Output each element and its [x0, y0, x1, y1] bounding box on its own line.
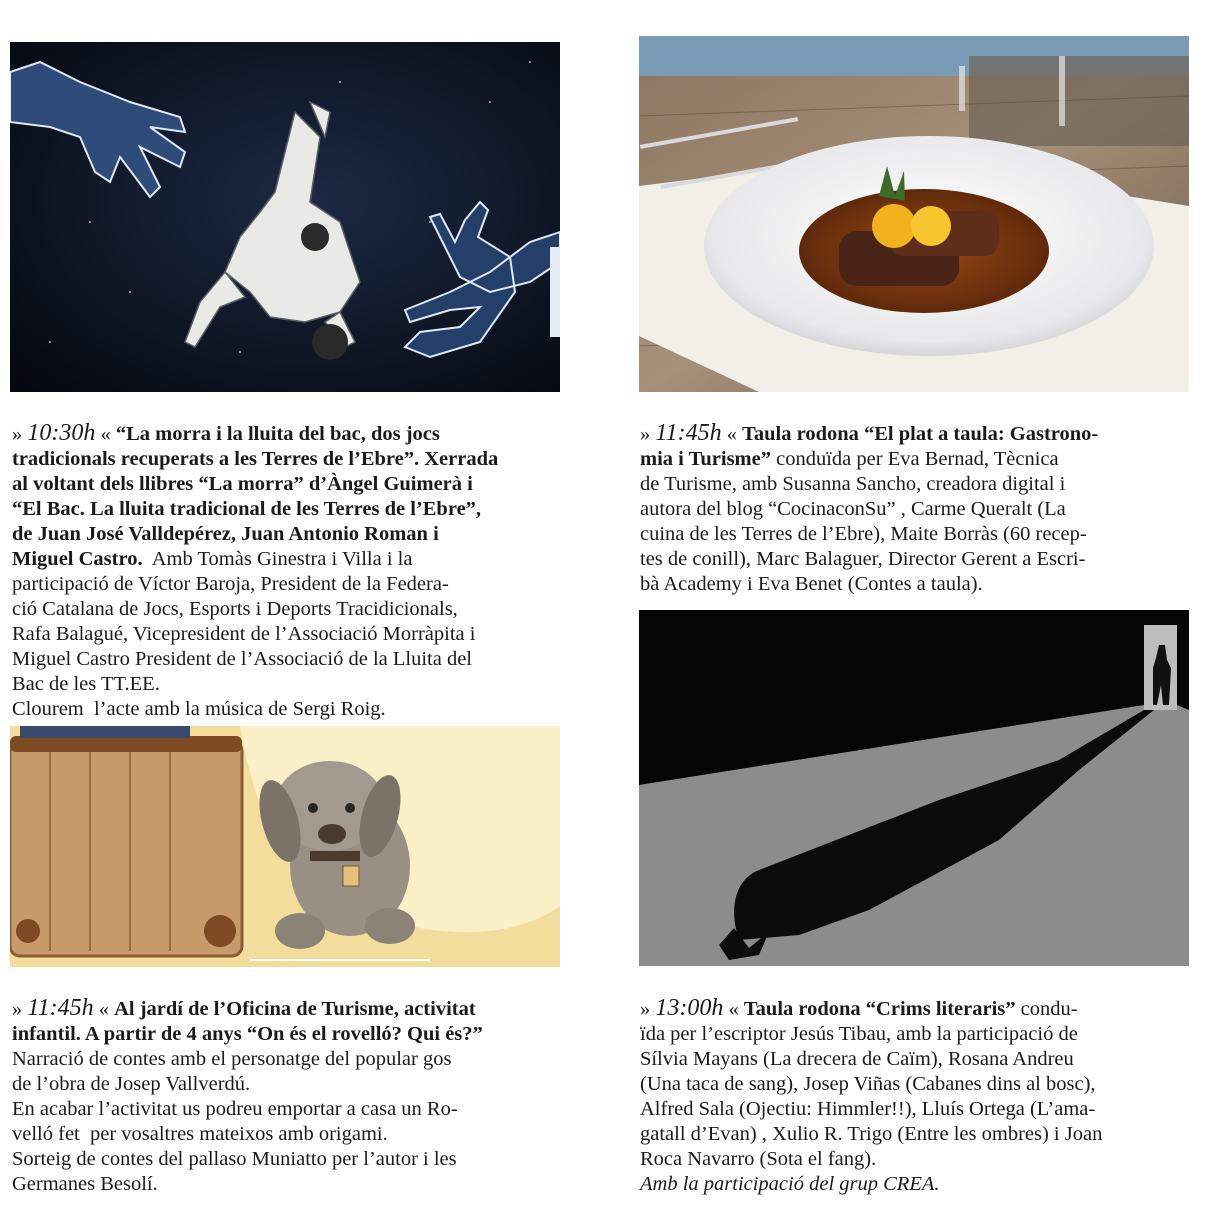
event-line: ïda per l’escriptor Jesús Tibau, amb la participació de [640, 1023, 1078, 1045]
event-line: Narració de contes amb el personatge del popular gos [12, 1048, 452, 1070]
event-taula-gastronomia [640, 421, 1098, 597]
event-line: Alfred Sala (Ojectiu: Himmler!!), Lluís Ortega (L’ama- [640, 1098, 1096, 1120]
event-time: 13:00h [655, 995, 724, 1021]
event-line: » 11:45h « Taula rodona “El plat a taula: Gastrono- [640, 420, 1099, 446]
event-line [640, 1172, 1102, 1197]
event-time: 10:30h [27, 420, 96, 446]
event-line: » 11:45h « Al jardí de l’Oficina de Turisme, activitat [12, 995, 476, 1021]
image-lluita-del-bac [10, 42, 560, 392]
event-morra [12, 421, 498, 722]
event-line: de l’obra de Josep Vallverdú. [12, 1073, 251, 1095]
event-line: cuina de les Terres de l’Ebre), Maite Borràs (60 recep- [640, 523, 1087, 545]
event-line: autora del blog “CocinaconSu” , Carme Queralt (La [640, 498, 1066, 520]
event-line: (Una taca de sang), Josep Viñas (Cabanes dins al bosc), [640, 1073, 1096, 1095]
event-line: participació de Víctor Baroja, President de la Federa- [12, 573, 449, 595]
event-line: ció Catalana de Jocs, Esports i Deports Tracidicionals, [12, 598, 458, 620]
event-time: 11:45h [655, 420, 722, 446]
event-line: Germanes Besolí. [12, 1173, 158, 1195]
image-rovello [10, 726, 560, 967]
event-line: » 13:00h « Taula rodona “Crims literaris” condu- [640, 995, 1078, 1021]
event-crims [640, 996, 1102, 1197]
event-line: Rafa Balagué, Vicepresident de l’Associació Morràpita i [12, 623, 476, 645]
event-note: Amb la participació del grup CREA. [640, 1173, 940, 1195]
event-line: “El Bac. La lluita tradicional de les Terres de l’Ebre”, [12, 498, 482, 520]
event-line: Clourem l’acte amb la música de Sergi Roig. [12, 698, 386, 720]
event-line: gatall d’Evan) , Xulio R. Trigo (Entre les ombres) i Joan [640, 1123, 1103, 1145]
event-line: velló fet per vosaltres mateixos amb origami. [12, 1123, 388, 1145]
event-line: de Turisme, amb Susanna Sancho, creadora digital i [640, 473, 1066, 495]
event-line: al voltant dels llibres “La morra” d’Àngel Guimerà i [12, 473, 473, 495]
image-plat-gastronomia [639, 36, 1189, 392]
event-line: bà Academy i Eva Benet (Contes a taula). [640, 573, 983, 595]
event-morra-line-0: » 10:30h « “La morra i la lluita del bac, dos jocs [12, 420, 440, 446]
event-line: tradicionals recuperats a les Terres de l’Ebre”. Xerrada [12, 448, 499, 470]
event-line: Sílvia Mayans (La drecera de Caïm), Rosana Andreu [640, 1048, 1074, 1070]
event-line: Miguel Castro. Amb Tomàs Ginestra i Villa i la [12, 548, 413, 570]
event-line: infantil. A partir de 4 anys “On és el rovelló? Qui és?” [12, 1023, 483, 1045]
event-line: tes de conill), Marc Balaguer, Director Gerent a Escri- [640, 548, 1086, 570]
event-line: Sorteig de contes del pallaso Muniatto per l’autor i les [12, 1148, 457, 1170]
event-rovello [12, 996, 483, 1197]
event-time: 11:45h [27, 995, 94, 1021]
event-line: Roca Navarro (Sota el fang). [640, 1148, 877, 1170]
event-line: Bac de les TT.EE. [12, 673, 160, 695]
image-crims-literaris [639, 610, 1189, 966]
event-line: mia i Turisme” conduïda per Eva Bernad, Tècnica [640, 448, 1059, 470]
event-line: En acabar l’activitat us podreu emportar a casa un Ro- [12, 1098, 458, 1120]
event-line: Miguel Castro President de l’Associació de la Lluita del [12, 648, 472, 670]
event-line: de Juan José Valldepérez, Juan Antonio Roman i [12, 523, 439, 545]
